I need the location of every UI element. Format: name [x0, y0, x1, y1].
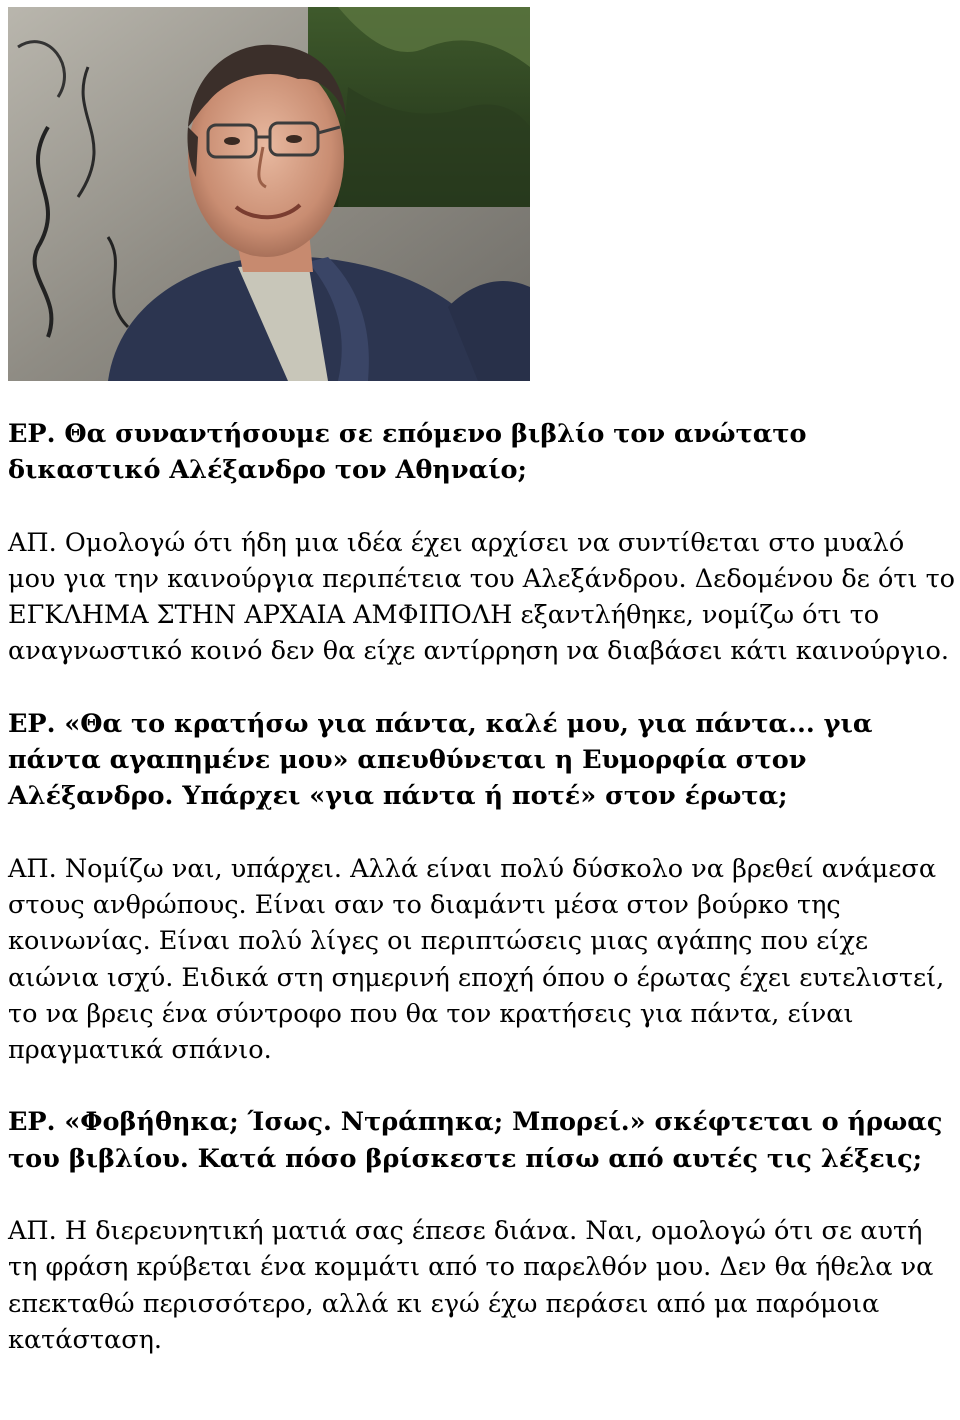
question-3: ΕΡ. «Φοβήθηκα; Ίσως. Ντράπηκα; Μπορεί.» σκέφτεται ο ήρωας του βιβλίου. Κατά πόσο βρίσκεστε πίσω από αυτές τις λέξεις;	[8, 1107, 943, 1174]
author-photo	[8, 7, 530, 381]
answer-1: ΑΠ. Ομολογώ ότι ήδη μια ιδέα έχει αρχίσει να συντίθεται στο μυαλό μου για την καινούργια περιπέτεια του Αλεξάνδρου. Δεδομένου δε ότι το ΕΓΚΛΗΜΑ ΣΤΗΝ ΑΡΧΑΙΑ ΑΜΦΙΠΟΛΗ εξαντλήθηκε, νομίζω ότι το αναγνωστικό κοινό δεν θα είχε αντίρρηση να διαβάσει κάτι καινούργιο.	[8, 527, 956, 667]
interview-body	[8, 416, 958, 1358]
answer-2: ΑΠ. Νομίζω ναι, υπάρχει. Αλλά είναι πολύ δύσκολο να βρεθεί ανάμεσα στους ανθρώπους. Είναι σαν το διαμάντι μέσα στον βούρκο της κοινωνίας. Είναι πολύ λίγες οι περιπτώσεις μιας αγάπης που είχε αιώνια ισχύ. Ειδικά στη σημερινή εποχή όπου ο έρωτας έχει ευτελιστεί, το να βρεις ένα σύντροφο που θα τον κρατήσεις για πάντα, είναι πραγματικά σπάνιο.	[8, 853, 945, 1066]
question-2: ΕΡ. «Θα το κρατήσω για πάντα, καλέ μου, για πάντα... για πάντα αγαπημένε μου» απευθύνεται η Ευμορφία στον Αλέξανδρο. Υπάρχει «για πάντα ή ποτέ» στον έρωτα;	[8, 708, 873, 812]
question-1: ΕΡ. Θα συναντήσουμε σε επόμενο βιβλίο τον ανώτατο δικαστικό Αλέξανδρο τον Αθηναίο;	[8, 419, 807, 486]
answer-3: ΑΠ. Η διερευνητική ματιά σας έπεσε διάνα. Ναι, ομολογώ ότι σε αυτή τη φράση κρύβεται ένα κομμάτι από το παρελθόν μου. Δεν θα ήθελα να επεκταθώ περισσότερο, αλλά κι εγώ έχω περάσει από μα παρόμοια κατάσταση.	[8, 1216, 934, 1355]
